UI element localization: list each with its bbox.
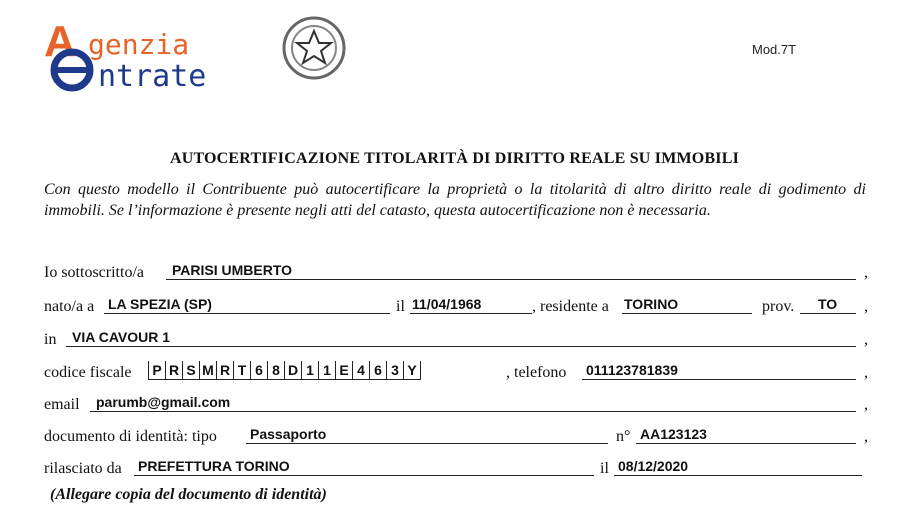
row-sottoscritto (44, 258, 868, 282)
rilasciato-label: rilasciato da (44, 460, 122, 477)
cf-char-4: M (199, 361, 216, 380)
model-code: Mod.7T (752, 42, 797, 57)
allegare-note: (Allegare copia del documento di identità) (50, 486, 327, 503)
comma: , (864, 428, 868, 445)
logo-word-ntrate: ntrate (98, 59, 207, 94)
cf-char-15: 3 (386, 361, 403, 380)
cf-char-10: 1 (301, 361, 318, 380)
rilasciato-field[interactable] (134, 457, 594, 476)
cf-char-13: 4 (352, 361, 369, 380)
rilasciato-value: PREFETTURA TORINO (138, 458, 290, 474)
cf-char-7: 6 (250, 361, 267, 380)
email-value: parumb@gmail.com (96, 394, 231, 410)
cf-char-11: 1 (318, 361, 335, 380)
rilascio-data-value: 08/12/2020 (618, 458, 689, 474)
in-label: in (44, 331, 57, 348)
prov-label: prov. (762, 298, 795, 315)
row-codice-fiscale (44, 358, 868, 382)
comma: , (864, 364, 868, 381)
row-indirizzo (44, 325, 868, 349)
cf-char-16: Y (403, 361, 421, 380)
telefono-label: , telefono (506, 364, 567, 381)
indirizzo-field[interactable] (66, 328, 856, 347)
cf-char-9: D (284, 361, 301, 380)
rilascio-data-field[interactable] (614, 457, 862, 476)
doc-num-field[interactable] (636, 425, 856, 444)
luogo-nascita-field[interactable] (104, 295, 390, 314)
il-label: il (396, 298, 405, 315)
cf-char-12: E (335, 361, 352, 380)
logo-word-genzia: genzia (88, 28, 190, 61)
row-rilascio (44, 454, 868, 478)
codice-fiscale-field[interactable] (148, 361, 421, 380)
sottoscritto-field[interactable] (166, 261, 856, 280)
email-field[interactable] (90, 393, 856, 412)
cf-char-5: R (216, 361, 233, 380)
luogo-nascita-value: LA SPEZIA (SP) (108, 296, 212, 312)
sottoscritto-value: PARISI UMBERTO (172, 262, 293, 278)
residente-label: , residente a (532, 298, 609, 315)
row-documento (44, 422, 868, 446)
doc-tipo-value: Passaporto (250, 426, 327, 442)
doc-tipo-field[interactable] (246, 425, 608, 444)
telefono-field[interactable] (582, 361, 856, 380)
comma: , (864, 264, 868, 281)
agenzia-entrate-logo (42, 14, 352, 94)
comma: , (864, 396, 868, 413)
prov-field[interactable] (800, 295, 856, 314)
logo-letter-a: A (44, 17, 76, 66)
document-title: AUTOCERTIFICAZIONE TITOLARITÀ DI DIRITTO REALE SU IMMOBILI (169, 150, 740, 167)
cf-char-3: S (182, 361, 199, 380)
cf-char-6: T (233, 361, 250, 380)
doc-num-value: AA123123 (640, 426, 707, 442)
cf-char-14: 6 (369, 361, 386, 380)
doc-tipo-label: documento di identità: tipo (44, 428, 217, 445)
row-nascita (44, 292, 868, 316)
emblem-icon (284, 18, 344, 78)
residente-value: TORINO (624, 296, 679, 312)
cf-label: codice fiscale (44, 364, 132, 381)
comma: , (864, 331, 868, 348)
nato-label: nato/a a (44, 298, 95, 315)
cf-char-1: P (148, 361, 165, 380)
cf-char-8: 8 (267, 361, 284, 380)
comma: , (864, 298, 868, 315)
indirizzo-value: VIA CAVOUR 1 (72, 329, 171, 345)
row-email (44, 390, 868, 414)
doc-num-label: n° (616, 428, 631, 445)
intro-paragraph: Con questo modello il Contribuente può autocertificare la proprietà o la titolarità di altro diritto reale di godimento di immobili. Se l’informazione è presente negli atti del catasto, questa autocertificazione non è necessaria. (44, 181, 866, 219)
data-nascita-value: 11/04/1968 (412, 296, 482, 312)
rilascio-il-label: il (600, 460, 609, 477)
sottoscritto-label: Io sottoscritto/a (44, 264, 144, 281)
telefono-value: 011123781839 (586, 362, 678, 378)
residente-field[interactable] (622, 295, 752, 314)
prov-value: TO (818, 296, 838, 312)
cf-char-2: R (165, 361, 182, 380)
data-nascita-field[interactable] (410, 295, 532, 314)
email-label: email (44, 396, 80, 413)
